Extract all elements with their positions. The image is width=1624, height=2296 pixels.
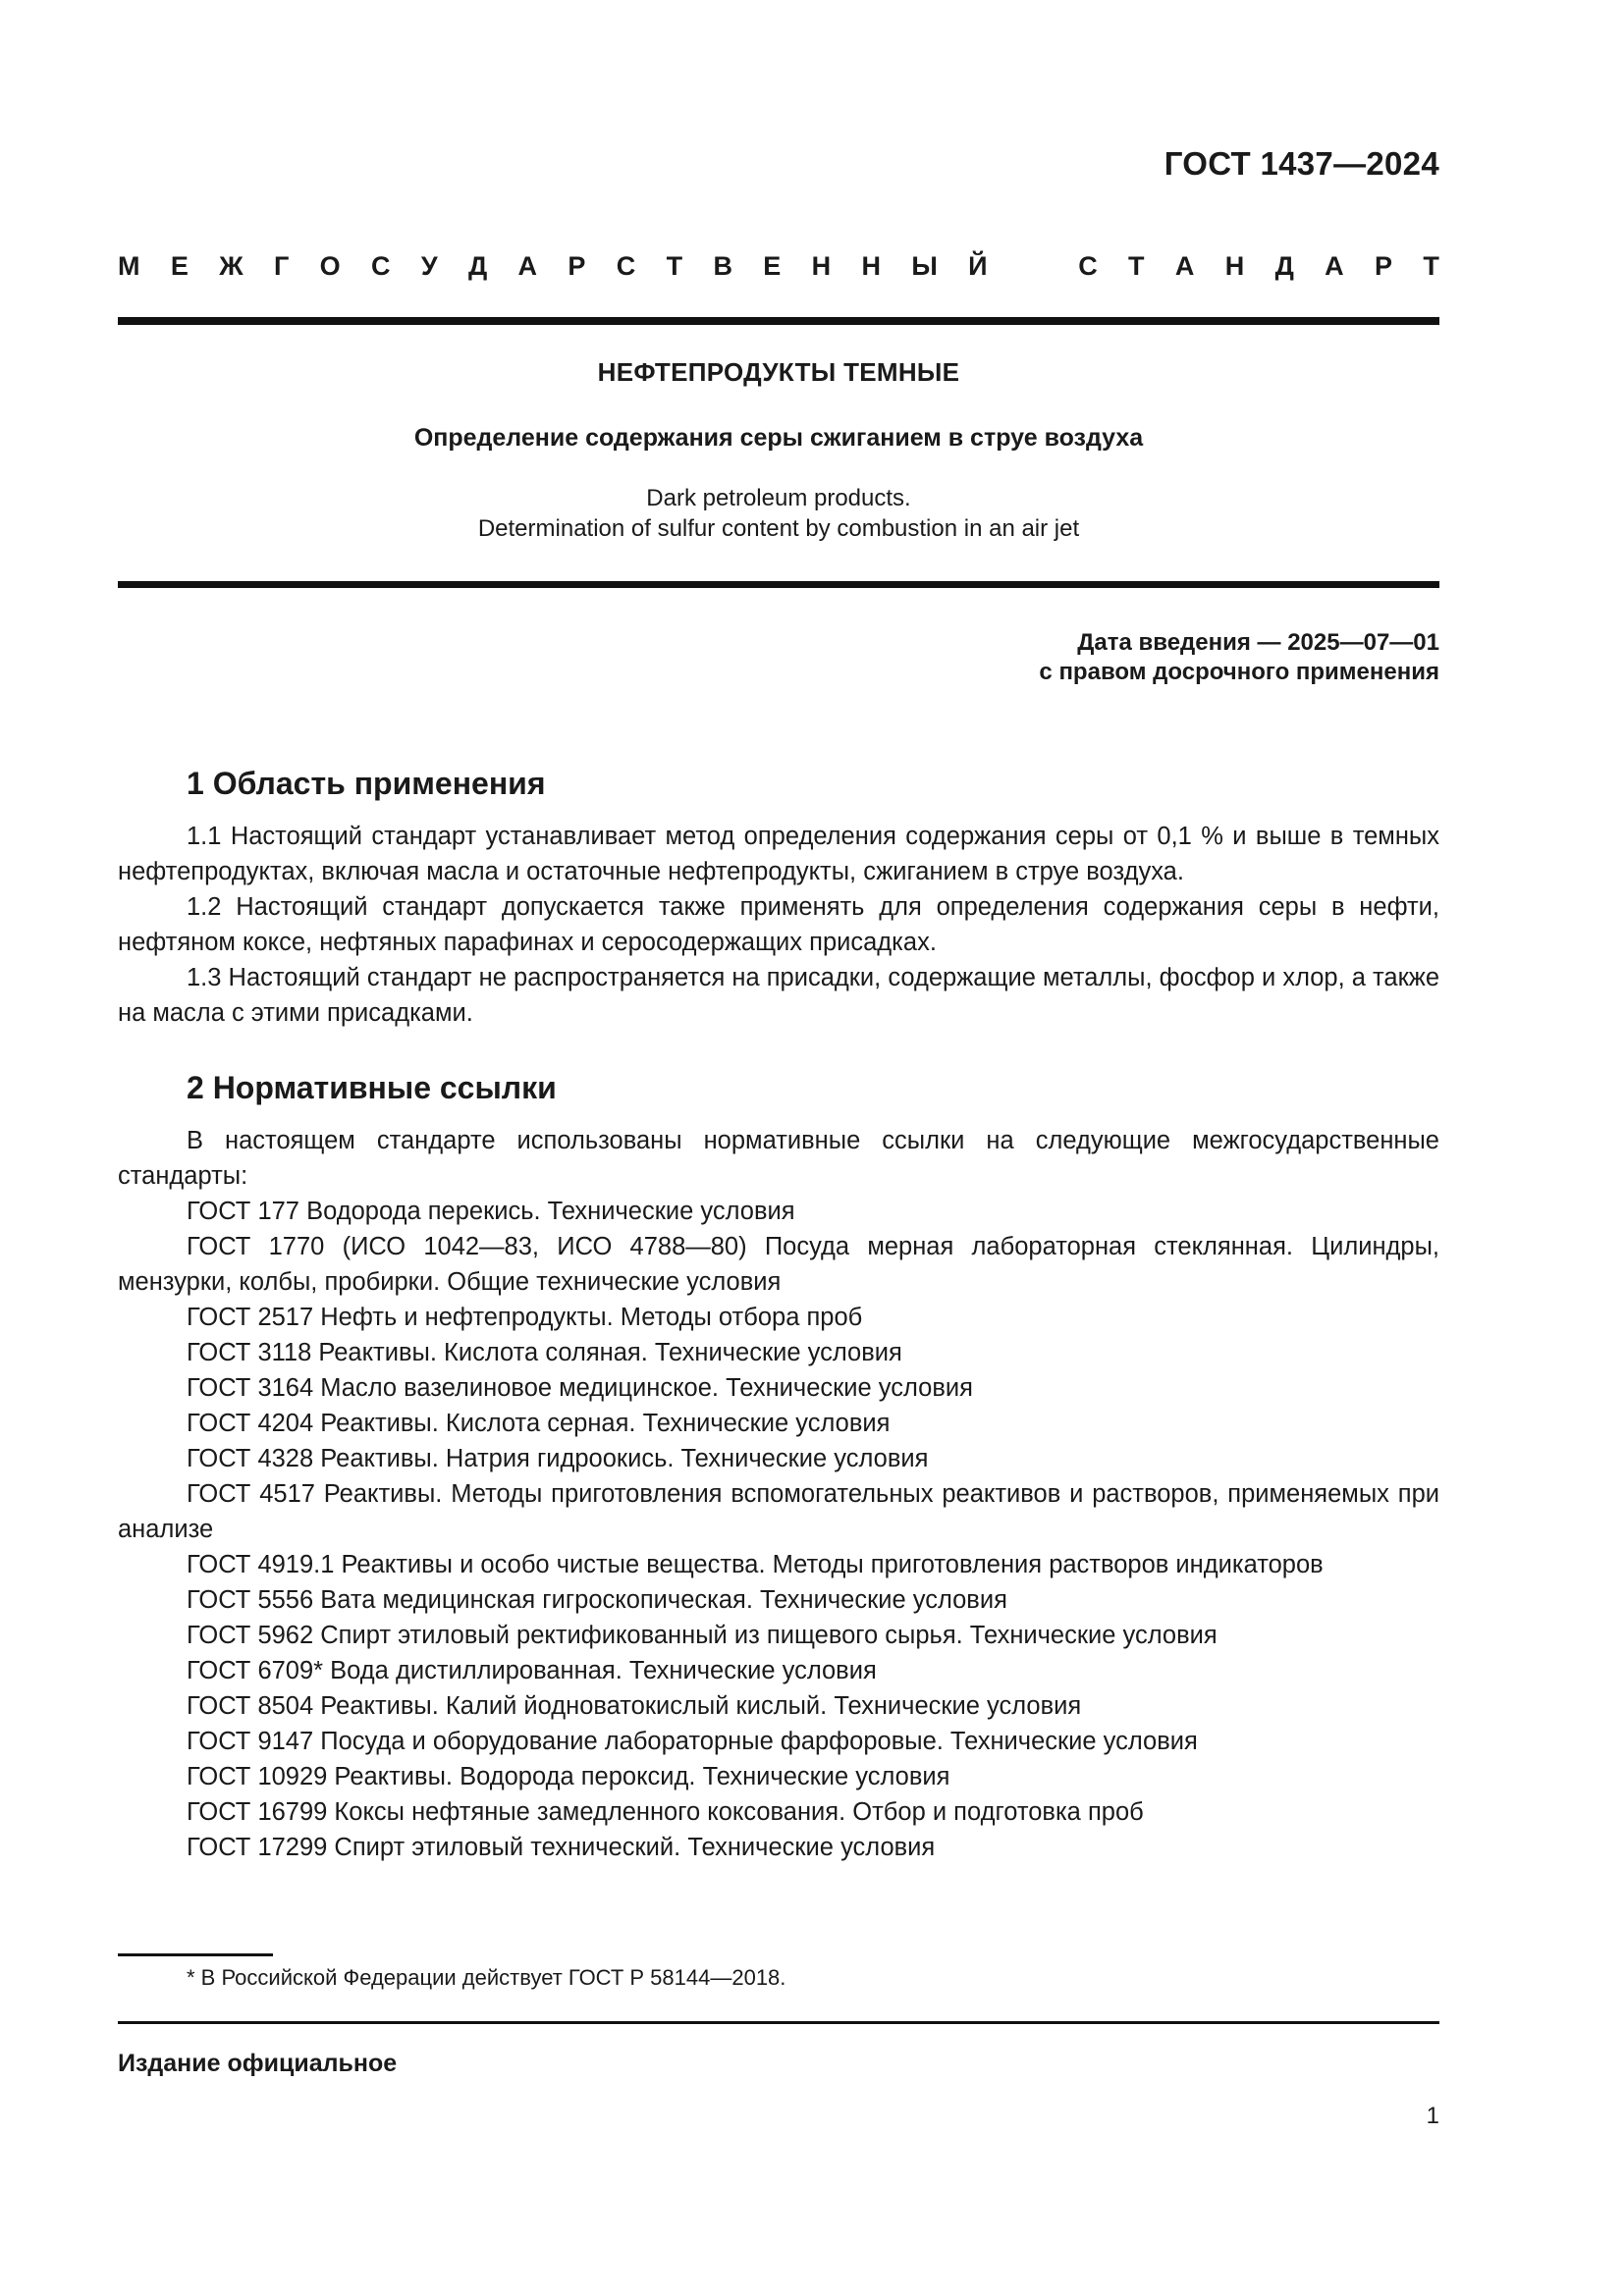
- scope-paragraph: 1.1 Настоящий стандарт устанавливает метод определения содержания серы от 0,1 % и выше в темных нефтепродуктах, включая масла и остаточные нефтепродукты, сжиганием в струе воздуха.: [118, 823, 1439, 885]
- spaced-letter: Е: [170, 251, 189, 281]
- spaced-letter: А: [1174, 251, 1195, 281]
- interstate-standard-label: [118, 251, 1439, 282]
- section-heading-scope: 1 Область применения: [187, 766, 546, 801]
- footnote: * В Российской Федерации действует ГОСТ Р 58144—2018.: [187, 1965, 786, 1990]
- spaced-letter: Р: [568, 251, 586, 281]
- spaced-letter: А: [1325, 251, 1344, 281]
- reference-item: ГОСТ 16799 Коксы нефтяные замедленного коксования. Отбор и подготовка проб: [187, 1798, 1144, 1826]
- reference-item: ГОСТ 10929 Реактивы. Водорода пероксид. Технические условия: [187, 1763, 950, 1790]
- reference-item: ГОСТ 4517 Реактивы. Методы приготовления вспомогательных реактивов и растворов, применяемых при анализе: [118, 1480, 1439, 1543]
- spaced-letter: Д: [467, 251, 488, 281]
- document-title: НЕФТЕПРОДУКТЫ ТЕМНЫЕ: [597, 357, 960, 387]
- spaced-letter: Ы: [911, 251, 938, 281]
- title-rule: [118, 581, 1439, 588]
- reference-item: ГОСТ 5962 Спирт этиловый ректификованный из пищевого сырья. Технические условия: [187, 1622, 1218, 1649]
- spaced-letter: У: [420, 251, 438, 281]
- spaced-letter: Т: [1423, 251, 1439, 281]
- english-title: [118, 483, 1439, 544]
- section-heading-references: 2 Нормативные ссылки: [187, 1070, 557, 1105]
- document-subtitle: Определение содержания серы сжиганием в струе воздуха: [413, 424, 1144, 452]
- spaced-letter: М: [118, 251, 140, 281]
- spaced-letter: А: [517, 251, 538, 281]
- spaced-letter: Н: [861, 251, 881, 281]
- spaced-letter: Н: [1224, 251, 1245, 281]
- introduction-date-line: Дата введения — 2025—07—01: [1077, 629, 1439, 656]
- reference-item: ГОСТ 4919.1 Реактивы и особо чистые вещества. Методы приготовления растворов индикаторов: [187, 1551, 1324, 1578]
- early-application-line: с правом досрочного применения: [1039, 659, 1439, 685]
- spaced-letter: О: [319, 251, 341, 281]
- scope-paragraph: 1.3 Настоящий стандарт не распространяется на присадки, содержащие металлы, фосфор и хлор, а также на масла с этими присадками.: [118, 964, 1440, 1027]
- references-intro: В настоящем стандарте использованы нормативные ссылки на следующие межгосударственные стандарты:: [118, 1127, 1439, 1190]
- spaced-letter: Т: [1128, 251, 1145, 281]
- spaced-letter: Т: [666, 251, 683, 281]
- reference-item: ГОСТ 3118 Реактивы. Кислота соляная. Технические условия: [187, 1339, 902, 1366]
- english-title-line-2: Determination of sulfur content by combustion in an air jet: [477, 515, 1080, 542]
- page-number: 1: [1426, 2103, 1439, 2129]
- spaced-letter: Е: [763, 251, 782, 281]
- reference-item: ГОСТ 1770 (ИСО 1042—83, ИСО 4788—80) Посуда мерная лабораторная стеклянная. Цилиндры, мензурки, колбы, пробирки. Общие технические условия: [118, 1233, 1439, 1296]
- spaced-letter: С: [616, 251, 636, 281]
- top-rule: [118, 317, 1439, 325]
- spaced-letter: В: [713, 251, 732, 281]
- reference-item: ГОСТ 4328 Реактивы. Натрия гидроокись. Технические условия: [187, 1445, 929, 1472]
- reference-item: ГОСТ 3164 Масло вазелиновое медицинское. Технические условия: [187, 1374, 973, 1402]
- spaced-letter: Г: [273, 251, 290, 281]
- spaced-letter: Й: [968, 251, 988, 281]
- reference-item: ГОСТ 4204 Реактивы. Кислота серная. Технические условия: [187, 1410, 891, 1437]
- spaced-letter: Р: [1375, 251, 1393, 281]
- gost-code: ГОСТ 1437—2024: [1164, 145, 1439, 182]
- spaced-letter: Н: [811, 251, 832, 281]
- spaced-letter: С: [1078, 251, 1098, 281]
- scope-paragraph: 1.2 Настоящий стандарт допускается также применять для определения содержания серы в нефти, нефтяном коксе, нефтяных парафинах и серосодержащих присадках.: [118, 893, 1439, 956]
- reference-item: ГОСТ 6709* Вода дистиллированная. Технические условия: [187, 1657, 877, 1684]
- interstate-word-gap: [1018, 251, 1048, 282]
- introduction-date: [1039, 628, 1439, 687]
- reference-item: ГОСТ 8504 Реактивы. Калий йодноватокислый кислый. Технические условия: [187, 1692, 1082, 1720]
- official-edition-label: Издание официальное: [118, 2050, 398, 2077]
- reference-item: ГОСТ 17299 Спирт этиловый технический. Технические условия: [187, 1834, 936, 1861]
- english-title-line-1: Dark petroleum products.: [646, 485, 911, 511]
- spaced-letter: Ж: [219, 251, 244, 281]
- reference-item: ГОСТ 2517 Нефть и нефтепродукты. Методы отбора проб: [187, 1304, 863, 1331]
- reference-item: ГОСТ 9147 Посуда и оборудование лабораторные фарфоровые. Технические условия: [187, 1728, 1198, 1755]
- spaced-letter: Д: [1274, 251, 1294, 281]
- footnote-rule: [118, 1953, 273, 1956]
- reference-item: ГОСТ 5556 Вата медицинская гигроскопическая. Технические условия: [187, 1586, 1007, 1614]
- spaced-letter: С: [370, 251, 391, 281]
- bottom-rule: [118, 2021, 1439, 2024]
- document-body: [118, 764, 1439, 1865]
- reference-item: ГОСТ 177 Водорода перекись. Технические условия: [187, 1198, 795, 1225]
